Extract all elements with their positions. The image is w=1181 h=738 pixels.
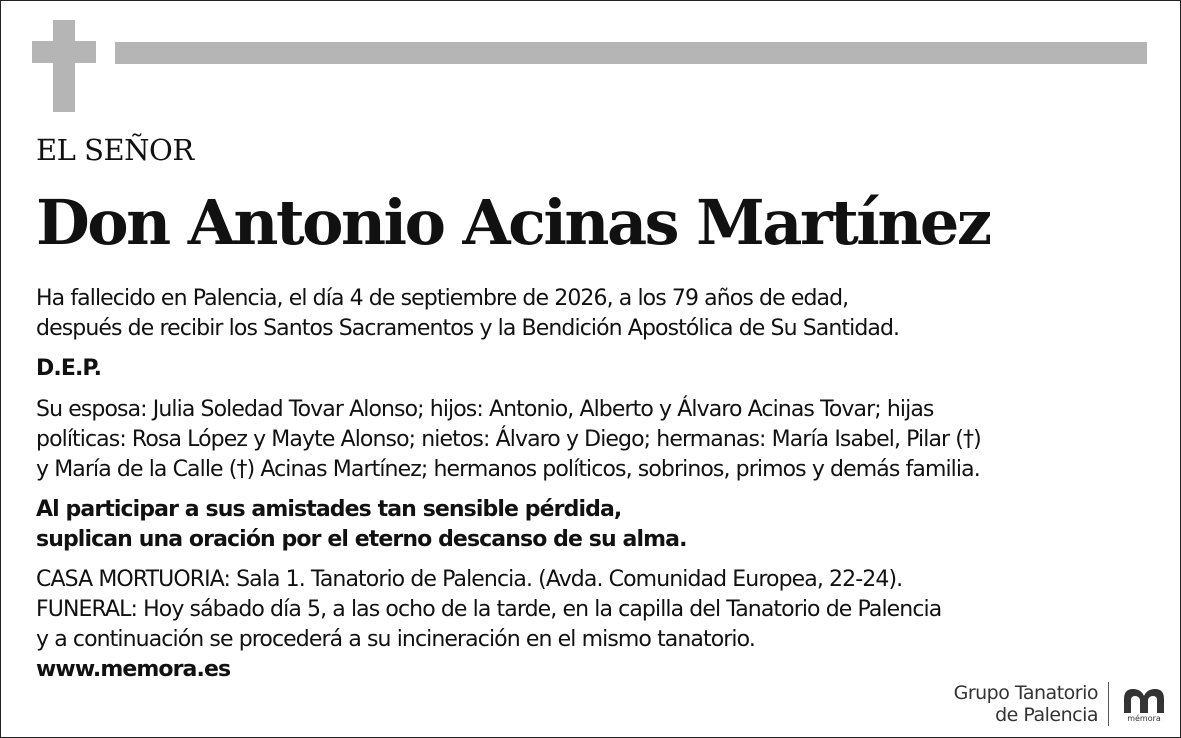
death-notice-line: después de recibir los Santos Sacramentos y la Bendición Apostólica de Su Santidad. <box>36 316 900 341</box>
prayer-request-line: suplican una oración por el eterno descanso de su alma. <box>36 527 687 552</box>
family-line: y María de la Calle (†) Acinas Martínez; hermanos políticos, sobrinos, primos y demás familia. <box>36 457 980 482</box>
memora-logo <box>1109 686 1167 723</box>
cross-icon-bar <box>32 41 96 63</box>
prayer-request <box>36 495 687 555</box>
arrangements-line: y a continuación se procederá a su incineración en el mismo tanatorio. <box>36 627 755 652</box>
death-notice <box>36 284 899 344</box>
death-notice-line: Ha fallecido en Palencia, el día 4 de septiembre de 2026, a los 79 años de edad, <box>36 286 849 311</box>
company-name <box>954 682 1109 726</box>
prayer-request-line: Al participar a sus amistades tan sensible pérdida, <box>36 497 622 522</box>
honorific: EL SEÑOR <box>36 133 194 167</box>
arrangements <box>36 565 941 685</box>
website-link[interactable]: www.memora.es <box>36 657 231 682</box>
company-name-line: Grupo Tanatorio <box>953 682 1098 704</box>
company-logo <box>954 682 1167 726</box>
header-bar <box>115 42 1147 64</box>
memora-wordmark: mémora <box>1127 713 1161 723</box>
family-line: Su esposa: Julia Soledad Tovar Alonso; hijos: Antonio, Alberto y Álvaro Acinas Tovar; hijas <box>36 397 934 422</box>
cross-icon <box>53 20 75 112</box>
deceased-name: Don Antonio Acinas Martínez <box>36 186 990 259</box>
family-line: políticas: Rosa López y Mayte Alonso; nietos: Álvaro y Diego; hermanas: María Isabel, Pilar (†) <box>36 427 981 452</box>
rip-label: D.E.P. <box>36 356 102 381</box>
arrangements-line: FUNERAL: Hoy sábado día 5, a las ocho de la tarde, en la capilla del Tanatorio de Palencia <box>36 597 942 622</box>
memora-m-icon <box>1121 686 1167 714</box>
arrangements-line: CASA MORTUORIA: Sala 1. Tanatorio de Palencia. (Avda. Comunidad Europea, 22-24). <box>36 567 903 592</box>
family-paragraph <box>36 395 981 485</box>
company-name-line: de Palencia <box>995 704 1098 726</box>
